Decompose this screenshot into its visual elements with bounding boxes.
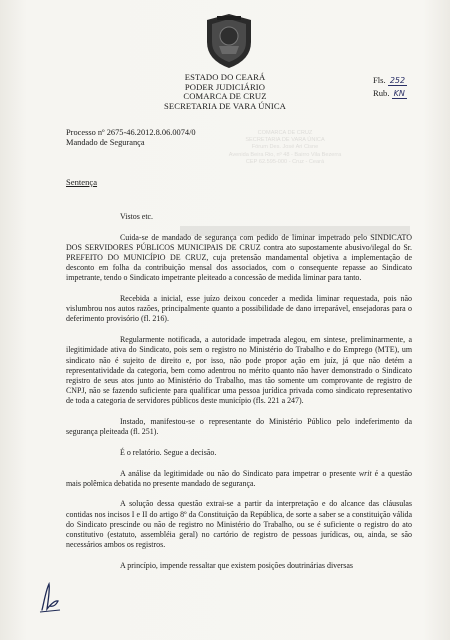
case-info [66,128,196,148]
paragraph: Recebida a inicial, esse juízo deixou conceder a medida liminar requestada, pois não vislumbrou nos autos razões, principalmente quanto a possibilidade de dano irreparável, ensejadoras para o deferimento provisório (fl. 216). [66,294,412,324]
ghost-line: CEP 62.595-000 - Cruz - Ceará [245,158,325,165]
fls-value: 252 [389,76,406,85]
paragraph: É o relatório. Segue a decisão. [120,447,217,457]
ghost-line: COMARCA DE CRUZ [257,130,313,136]
sentence-body [66,212,412,571]
fls-label: Fls. [373,75,386,85]
paragraph [66,469,412,489]
paragraph: Instado, manifestou-se o representante do Ministério Público pelo indeferimento da segurança pleiteada (fl. 251). [66,416,412,437]
header-secretariat: SECRETARIA DE VARA ÚNICA [164,100,286,111]
paragraph: Cuida-se de mandado de segurança com pedido de liminar impetrado pelo SINDICATO DOS SERVIDORES PÚBLICOS MUNICIPAIS DE CRUZ contra ato supostamente abusivo/ilegal do Sr. PREFEITO DO MUNICÍPIO DE CRUZ, cuja pretensão mandamental objetiva a implementação de desconto em folha da contribuição mensal dos associados, com o consequente repasse ao Sindicato impetrante, tendo o Sindicato impetrante pleiteado a concessão de medida liminar para tanto. [66,232,412,283]
paragraph: Regularmente notificada, a autoridade impetrada alegou, em sintese, preliminarmente, a ilegitimidade ativa do Sindicato, pois sem o registro no Ministério do Trabalho e do Emprego (MTE), um sindicato não é sujeito de direito e, por isso, não pode propor ação em juíz, já que não detém a representatividade da categoria, bem como adentrou no mérito quanto não haver demonstrado o Sindicato registro de seus atos junto ao Ministério do Trabalho, mas tão somente um comprovante de registro de CNPJ, não se fazendo suficiente para qualificar uma pessoa jurídica privada como sindicato representativo de toda a categoria de servidores públicos deste município (fls. 221 a 247). [66,335,412,406]
folio-stamp [373,74,407,100]
ceara-coat-of-arms-seal [203,12,255,70]
margin-initials-signature [36,576,66,616]
court-header [130,73,320,111]
ghost-line: Fórum Des. José Ari Cisne [251,144,319,151]
header-district: COMARCA DE CRUZ [183,91,267,102]
header-power: PODER JUDICIÁRIO [184,81,266,92]
paragraph-text: A análise da legitimidade ou não do Sindicato para impetrar o presente [120,468,359,478]
italic-term: writ [358,468,372,478]
header-state: ESTADO DO CEARÁ [184,72,266,82]
ghost-line: SECRETARIA DE VARA ÚNICA [245,137,325,144]
paragraph: Vistos etc. [120,212,154,221]
bleed-through-text [215,130,355,166]
rub-value: KN [393,89,405,98]
process-number: Processo nº 2675-46.2012.8.06.0074/0 [66,128,196,137]
rub-label: Rub. [373,88,390,98]
paragraph-text: é a questão mais polêmica debatida no presente mandado de segurança. [66,468,412,488]
case-type: Mandado de Segurança [66,138,145,148]
paragraph: A princípio, impende ressaltar que existem posições doutrinárias diversas [120,560,353,570]
section-title: Sentença [66,177,98,187]
ghost-line: Avenida Beira Rio, nº 48 - Bairro Vila Bezerra [228,151,342,158]
paragraph: A solução dessa questão extrai-se a partir da interpretação e do alcance das cláusulas contidas nos incisos I e II do artigo 8º da Constituição da República, de sorte a saber se a constituição válida do Sindicato prescinde ou não de registro no Ministério do Trabalho, ou se é suficiente o registro do ato constitutivo (estatuto, assembléia geral) no cartório de registro de pessoas jurídicas, ou, ainda, se são necessários ambos os registros. [66,499,412,550]
